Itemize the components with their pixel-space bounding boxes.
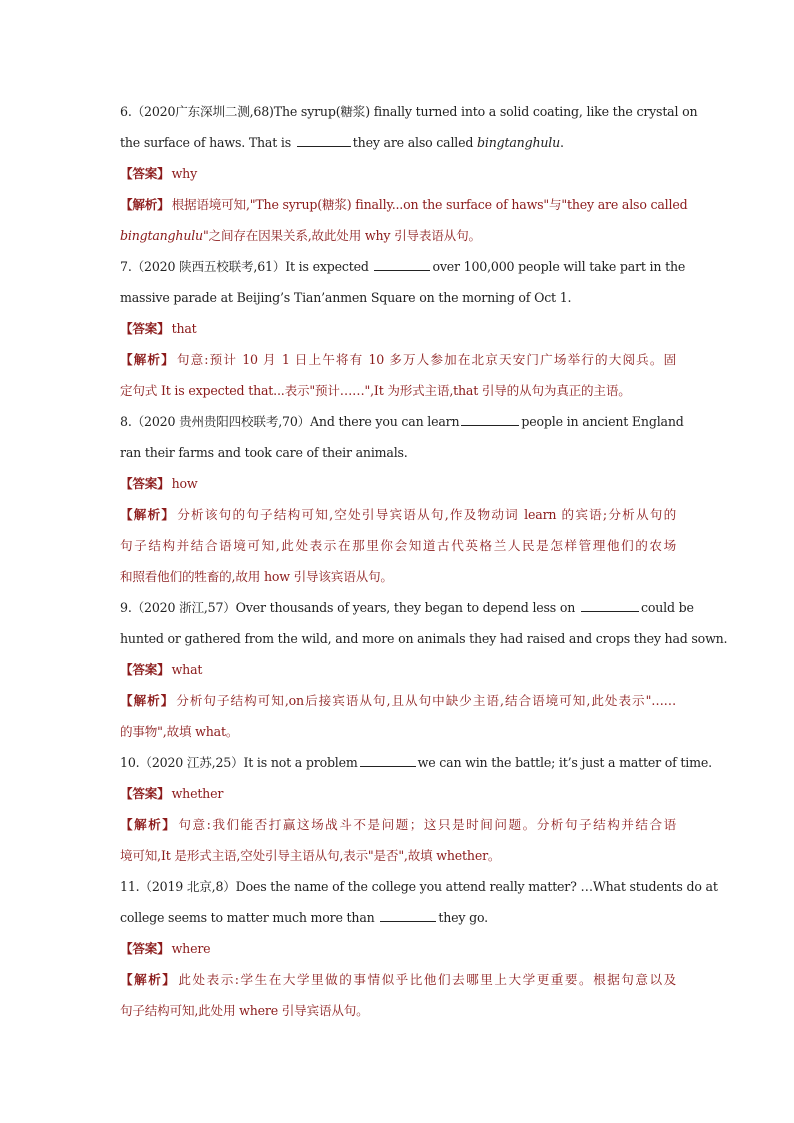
- q9-line-1: 9.（2020 浙江,57）Over thousands of years, they began to depend less on could be: [120, 600, 694, 615]
- answer-text: that: [171, 321, 197, 336]
- q7-line-2: massive parade at Beijing’s Tian’anmen Square on the morning of Oct 1.: [120, 290, 572, 305]
- q11-analysis-line-2: 句子结构可知,此处用 where 引导宾语从句。: [120, 1003, 369, 1018]
- q8-analysis-line-2: 句子结构并结合语境可知,此处表示在那里你会知道古代英格兰人民是怎样管理他们的农场: [120, 538, 676, 553]
- answer-label: 【答案】: [120, 786, 170, 801]
- document-page: [120, 96, 728, 1026]
- analysis-label: 【解析】: [120, 693, 175, 708]
- answer-label: 【答案】: [120, 941, 170, 956]
- answer-text: how: [171, 476, 198, 491]
- answer-label: 【答案】: [120, 476, 170, 491]
- answer-blank: [360, 753, 416, 767]
- q8-line-1: 8.（2020 贵州贵阳四校联考,70）And there you can learn people in ancient England: [120, 414, 684, 429]
- analysis-label: 【解析】: [120, 507, 176, 522]
- q7-analysis-line-1: 【解析】 句意:预计 10 月 1 日上午将有 10 多万人参加在北京天安门广场举行的大阅兵。固: [120, 352, 676, 367]
- q11-answer: [120, 933, 676, 964]
- q10-line-1: 10.（2020 江苏,25）It is not a problem we can win the battle; it’s just a matter of time.: [120, 755, 712, 770]
- q7-line-1: 7.（2020 陕西五校联考,61）It is expected over 100,000 people will take part in the: [120, 259, 686, 274]
- q8-analysis-line-3: 和照看他们的牲畜的,故用 how 引导该宾语从句。: [120, 569, 393, 584]
- answer-text: whether: [171, 786, 224, 801]
- q9-analysis-line-1: 【解析】 分析句子结构可知,on后接宾语从句,且从句中缺少主语,结合语境可知,此处表示"……: [120, 693, 676, 708]
- q11-analysis-line-1: 【解析】 此处表示:学生在大学里做的事情似乎比他们去哪里上大学更重要。根据句意以及: [120, 972, 676, 987]
- q6-line-1: 6.（2020广东深圳二测,68)The syrup(糖浆) finally turned into a solid coating, like the crystal on: [120, 104, 698, 119]
- answer-blank: [297, 133, 351, 147]
- answer-label: 【答案】: [120, 166, 170, 181]
- answer-text: what: [171, 662, 203, 677]
- answer-blank: [374, 257, 430, 271]
- q9-line-2: hunted or gathered from the wild, and more on animals they had raised and crops they had sown.: [120, 631, 728, 646]
- q7-analysis-line-2: 定句式 It is expected that...表示"预计……",It 为形式主语,that 引导的从句为真正的主语。: [120, 383, 631, 398]
- q10-analysis-line-2: 境可知,It 是形式主语,空处引导主语从句,表示"是否",故填 whether。: [120, 848, 501, 863]
- q8-line-2: ran their farms and took care of their animals.: [120, 445, 408, 460]
- q6-analysis-line-2: bingtanghulu"之间存在因果关系,故此处用 why 引导表语从句。: [120, 228, 481, 243]
- answer-blank: [380, 908, 436, 922]
- q9-answer: [120, 654, 676, 685]
- answer-label: 【答案】: [120, 662, 170, 677]
- answer-label: 【答案】: [120, 321, 170, 336]
- analysis-label: 【解析】: [120, 197, 170, 212]
- q10-analysis-line-1: 【解析】 句意:我们能否打赢这场战斗不是问题；这只是时间问题。分析句子结构并结合语: [120, 817, 676, 832]
- q8-analysis-line-1: 【解析】 分析该句的句子结构可知,空处引导宾语从句,作及物动词 learn 的宾语;分析从句的: [120, 507, 676, 522]
- analysis-label: 【解析】: [120, 352, 175, 367]
- q7-answer: [120, 313, 676, 344]
- q6-analysis-line-1: 【解析】 根据语境可知,"The syrup(糖浆) finally...on the surface of haws"与"they are also called: [120, 197, 688, 212]
- answer-text: where: [171, 941, 211, 956]
- q10-answer: [120, 778, 676, 809]
- analysis-label: 【解析】: [120, 972, 177, 987]
- q11-line-1: 11.（2019 北京,8）Does the name of the college you attend really matter? …What students do at: [120, 879, 718, 894]
- analysis-label: 【解析】: [120, 817, 177, 832]
- q9-analysis-line-2: 的事物",故填 what。: [120, 724, 239, 739]
- answer-blank: [581, 598, 639, 612]
- q6-answer: [120, 158, 676, 189]
- q8-answer: [120, 468, 676, 499]
- q6-line-2: the surface of haws. That is they are also called bingtanghulu.: [120, 135, 564, 150]
- answer-text: why: [171, 166, 197, 181]
- q11-line-2: college seems to matter much more than they go.: [120, 910, 488, 925]
- answer-blank: [461, 412, 519, 426]
